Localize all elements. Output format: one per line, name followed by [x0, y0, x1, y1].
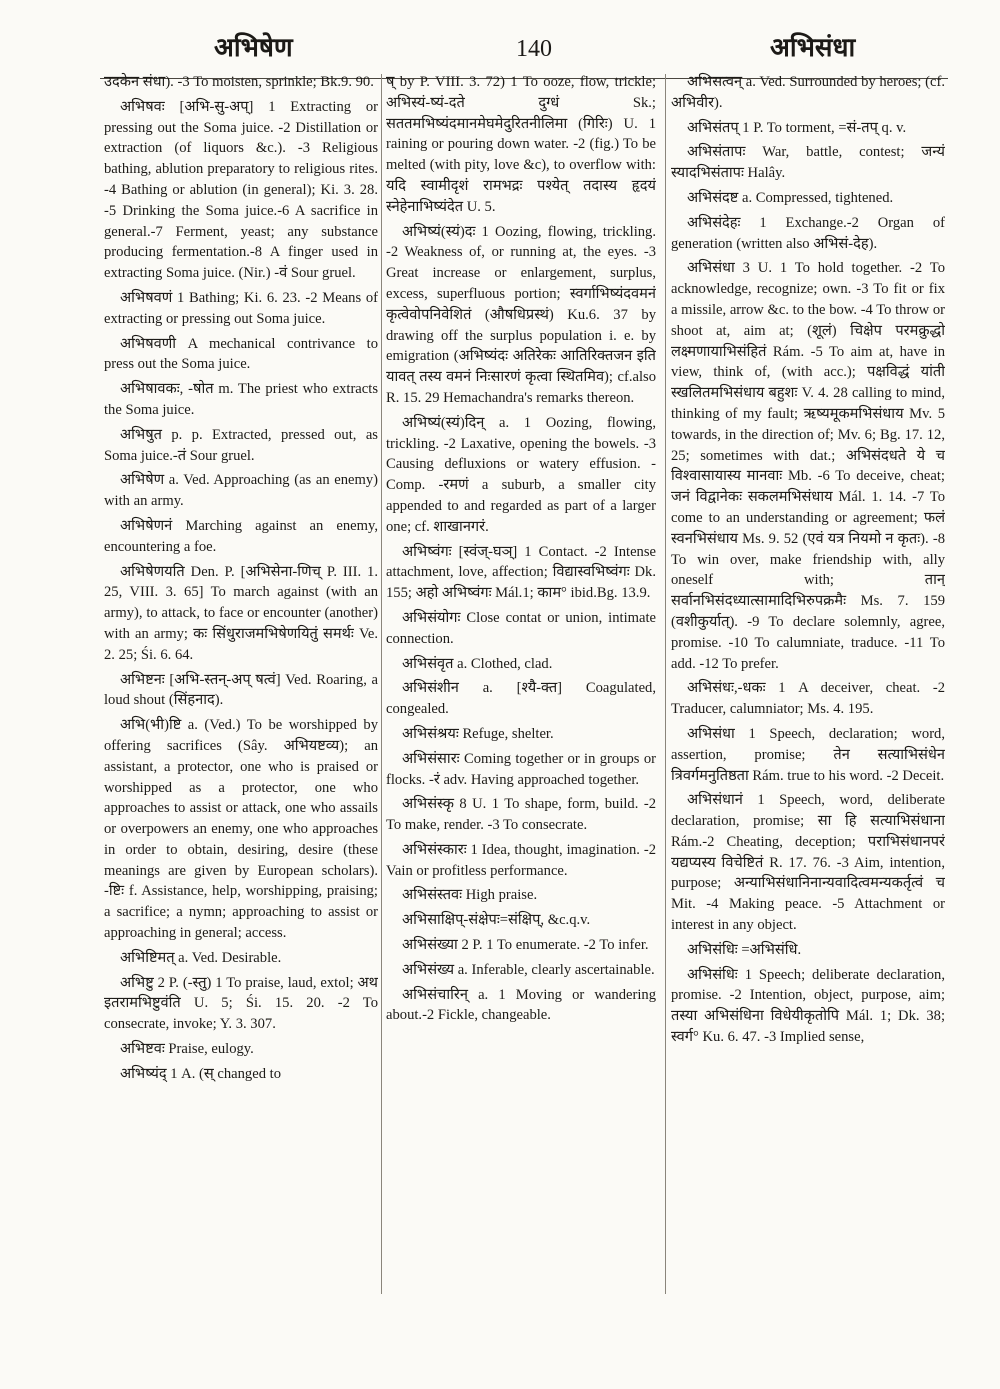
page-number: 140 — [516, 36, 552, 62]
dictionary-entry: अभिसंधा 3 U. 1 To hold together. -2 To acknowledge, recognize; own. -3 To fit or fix a missile, arrow &c. to the bow. -4 To throw or shoot at, aim at; (शूलं) चिक्षेप परमक्रुद्धो लक्ष्मणायाभिसंहितं Rám. -5 To aim at, have in view, think of, (with acc.); पक्षविद्धं यांती स्खलितमभिसंधाय बहुशः V. 4. 28 calling to mind, thinking of my fault; ऋष्यमूकमभिसंधाय Mv. 5 towards, in the direction of; Mv. 6; Bg. 17. 12, 25; sometimes with dat.; अभिसंदधते ये च विश्वासायास्य मानवाः Mb. -6 To deceive, cheat; जनं विद्वानेकः सकलमभिसंधाय Mál. 1. 14. -7 To come to an understanding or agreement; फलं स्वनभिसंधाय Ms. 9. 52 (एवं यत्र नियमो न कृतः). -8 To win over, make friendship with, ally oneself with; तान् सर्वानभिसंदध्यात्सामादिभिरुपक्रमैः Ms. 7. 159 (वशीकुर्यात्). -9 To declare solemnly, agree, promise. -10 To calumniate, traduce. -11 To add. -12 To prefer. — [671, 260, 945, 672]
dictionary-entry: अभिषेणनं Marching against an enemy, encountering a foe. — [104, 517, 378, 555]
dictionary-entry: अभिसंस्कारः 1 Idea, thought, imagination. -2 Vain or profitless performance. — [386, 841, 656, 879]
column-1 — [104, 72, 378, 1372]
dictionary-entry: अभिसंतापः War, battle, contest; जन्यं स्यादभिसंतापः Halây. — [671, 144, 945, 182]
dictionary-entry: अभिसंयोगः Close contat or union, intimate connection. — [386, 609, 656, 647]
dictionary-entry: अभिसंतप् 1 P. To torment, =सं-तप् q. v. — [687, 119, 907, 136]
dictionary-entry: अभिसंस्तवः High praise. — [402, 887, 538, 904]
dictionary-entry: अभिष्टिमत् a. Ved. Desirable. — [120, 949, 282, 966]
column-3 — [671, 72, 945, 1372]
dictionary-entry: अभिसंवृत a. Clothed, clad. — [402, 655, 553, 672]
dictionary-entry: अभिष्टवः Praise, eulogy. — [120, 1041, 254, 1058]
dictionary-entry: अभिषावकः, -षोत m. The priest who extracts the Soma juice. — [104, 381, 378, 418]
dictionary-entry: ष् by P. VIII. 3. 72) 1 To ooze, flow, trickle; अभिस्यं-ष्यं-दते दुग्धं Sk.; सततमभिष्यंदमानमेघमेदुरितनीलिमा (गिरिः) U. 1 raining or pouring down water. -2 (fig.) To be melted (with pity, love &c), to overflow with: यदि स्वामीदृशं रामभद्रः पश्येत् तदास्य हृदयं स्नेहेनाभिष्यंदेत U. 5. — [386, 74, 656, 215]
dictionary-entry: अभिसंशीन a. [श्यै-क्त] Coagulated, congealed. — [386, 680, 656, 718]
dictionary-entry: अभिसाक्षिप्-संक्षेपः=संक्षिप्, &c.q.v. — [402, 912, 591, 929]
dictionary-entry: अभिसंधिः =अभिसंधि. — [687, 941, 802, 958]
column-2 — [386, 72, 656, 1372]
dictionary-entry: अभिष्वंगः [स्वंज्-घञ्] 1 Contact. -2 Intense attachment, love, affection; विद्यास्वभिष्वंगः Dk. 155; अहो अभिष्वंगः Mál.1; काम° ibid.Bg. 13.9. — [386, 543, 656, 602]
dictionary-entry: अभि(भी)ष्टि a. (Ved.) To be worshipped by offering sacrifices (Sây. अभियष्टव्य); an assistant, a protector, one who is praised or worshipped as a protector, one who approaches to assist or attack, one who assails or overpowers an enemy, one who approaches in order to obtain, desiring, desire (these meanings are given by European scholars). -ष्टिः f. Assistance, help, worshipping, praising; a sacrifice; a nymn; approaching to assist or approaching in general; access. — [104, 717, 378, 942]
dictionary-entry: अभिषुत p. p. Extracted, pressed out, as Soma juice.-तं Sour gruel. — [104, 426, 378, 464]
dictionary-entry: अभिषेणयति Den. P. [अभिसेना-णिच् P. III. 1. 25, VIII. 3. 65] To march against (with an army), to attack, to face or encounter (another) with an army; कः सिंधुराजमभिषेणयितुं समर्थः Ve. 2. 25; Śi. 6. 64. — [104, 563, 378, 663]
dictionary-entry: अभिसंधः,-धकः 1 A deceiver, cheat. -2 Traducer, calumniator; Ms. 4. 195. — [671, 680, 945, 718]
running-head-left: अभिषेण — [214, 33, 293, 62]
dictionary-entry: अभिसंधा 1 Speech, declaration; word, assertion, promise; तेन सत्याभिसंधेन त्रिवर्गमनुतिष्ठता Rám. true to his word. -2 Deceit. — [671, 725, 945, 784]
dictionary-entry: अभिष्टु 2 P. (-स्तु) 1 To praise, laud, extol; अथ इतरामभिष्टुवंति U. 5; Śi. 15. 20. -2 To consecrate, invoke; Y. 3. 307. — [104, 974, 378, 1033]
dictionary-entry: अभिसंदेहः 1 Exchange.-2 Organ of generation (written also अभिसं-देह). — [671, 214, 945, 252]
dictionary-entry: अभिसंदष्ट a. Compressed, tightened. — [687, 189, 894, 206]
dictionary-entry: अभिष्यंद् 1 A. (स् changed to — [120, 1065, 282, 1082]
dictionary-entry: अभिसंस्कृ 8 U. 1 To shape, form, build. -2 To make, render. -3 To consecrate. — [386, 796, 656, 834]
dictionary-entry: अभिसत्वन् a. Ved. Surrounded by heroes; (cf. अभिवीर). — [671, 74, 945, 111]
dictionary-entry: अभिष्टनः [अभि-स्तन्-अप् षत्वं] Ved. Roaring, a loud shout (सिंहनाद). — [104, 671, 378, 709]
column-divider — [381, 74, 382, 1294]
running-head-right: अभिसंधा — [770, 33, 856, 62]
dictionary-entry: अभिसंख्या 2 P. 1 To enumerate. -2 To infer. — [402, 937, 649, 954]
dictionary-entry: अभिषेण a. Ved. Approaching (as an enemy) with an army. — [104, 472, 378, 510]
dictionary-entry: अभिसंसारः Coming together or in groups or flocks. -रं adv. Having approached together. — [386, 750, 656, 788]
dictionary-entry: अभिषवः [अभि-सु-अप्] 1 Extracting or pressing out the Soma juice. -2 Distillation or extraction (of liquors &c.). -3 Religious bathing, ablution preparatory to religious rites. -4 Bathing or ablution (in general); Ki. 3. 28. -5 Drinking the Soma juice.-6 A sacrifice in general.-7 Ferment, yeast; any substance producing fermentation.-8 A finger used in extracting Soma juice. (Nir.) -वं Sour gruel. — [104, 98, 378, 282]
dictionary-entry: अभिसंधानं 1 Speech, word, deliberate declaration, promise; सा हि सत्याभिसंधाना Rám.-2 Cheating, deception; पराभिसंधानपरं यद्यप्यस्य विचेष्टितं R. 17. 76. -3 Aim, intention, purpose; अन्याभिसंधानिनान्यवादित्वमन्यकर्तृत्वं च Mit. -4 Making peace. -5 Attachment or interest in any object. — [671, 792, 945, 934]
dictionary-entry: अभिसंश्रयः Refuge, shelter. — [402, 725, 554, 742]
dictionary-entry: अभिष्यं(स्यं)दः 1 Oozing, flowing, trickling. -2 Weakness of, or running at, the eyes. -3 Great increase or enlargement, surplus, excess, superfluous portion; स्वर्गाभिष्यंदवमनं कृत्वेवोपनिवेशितं (औषधिप्रस्थं) Ku.6. 37 by drawing off the surplus population i. e. by emigration (अभिष्यंदः अतिरेकः आतिरिक्तजन इति यावत् तस्य वमनं निःसारणं कृत्वा स्थितमिव); cf.also R. 15. 29 Hemachandra's remarks thereon. — [386, 223, 656, 406]
dictionary-entry: अभिसंचारिन् a. 1 Moving or wandering about.-2 Fickle, changeable. — [386, 986, 656, 1024]
column-divider — [665, 74, 666, 1294]
dictionary-entry: अभिष्यं(स्यं)दिन् a. 1 Oozing, flowing, trickling. -2 Laxative, opening the bowels. -3 Causing defluxions or watery effusion. -Comp. -रमणं a suburb, a smaller city appended to and regarded as part of a larger one; cf. शाखानगरं. — [386, 414, 656, 535]
dictionary-entry: अभिषवणं 1 Bathing; Ki. 6. 23. -2 Means of extracting or pressing out Soma juice. — [104, 289, 378, 327]
dictionary-entry: अभिसंख्य a. Inferable, clearly ascertainable. — [402, 961, 655, 978]
dictionary-entry: अभिसंधिः 1 Speech; deliberate declaration, promise. -2 Intention, object, purpose, aim; तस्या अभिसंधिना विधेयीकृतोपि Mál. 1; Dk. 38; स्वर्ग° Ku. 6. 47. -3 Implied sense, — [671, 966, 945, 1046]
dictionary-entry: अभिषवणी A mechanical contrivance to press out the Soma juice. — [104, 335, 378, 373]
dictionary-entry: उदकेन संधा). -3 To moisten, sprinkle; Bk.9. 90. — [104, 74, 374, 90]
